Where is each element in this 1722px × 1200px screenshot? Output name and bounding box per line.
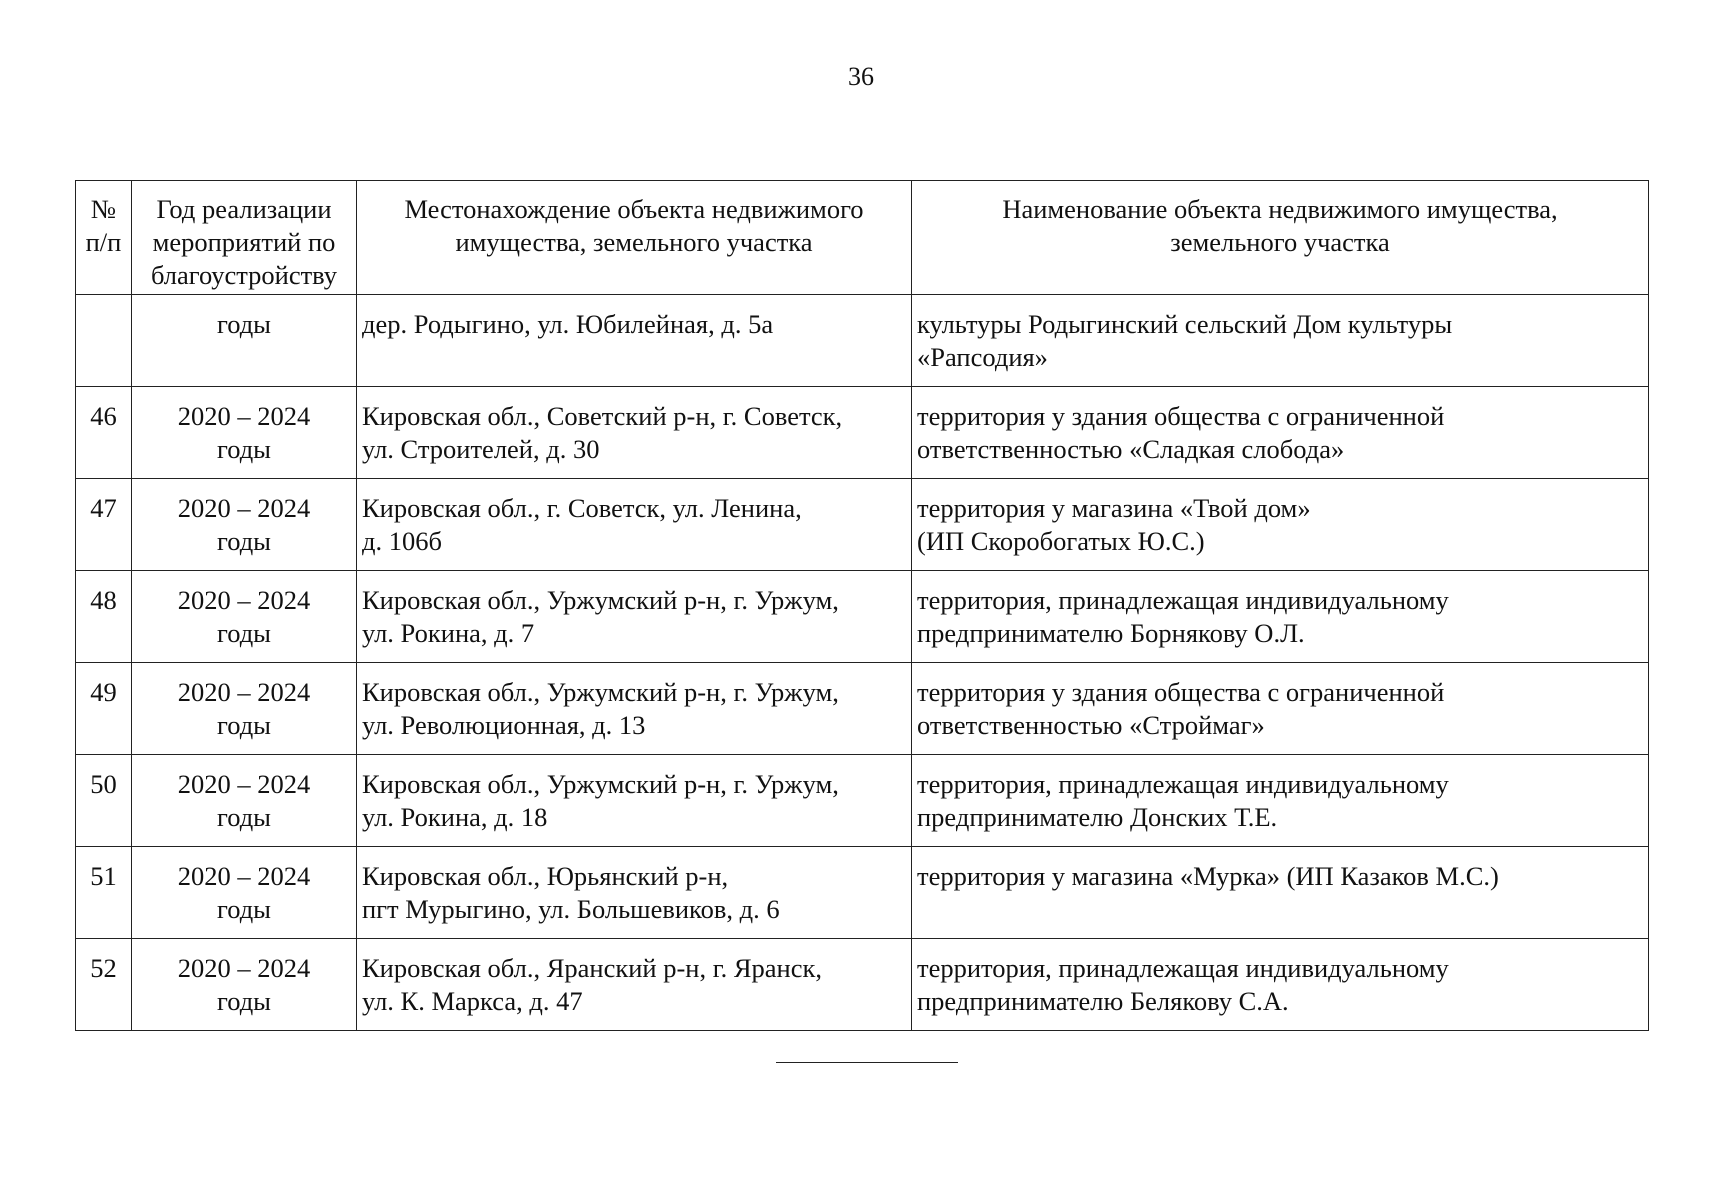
table-row: [76, 663, 1649, 755]
table-body: [76, 295, 1649, 1031]
table-row: [76, 755, 1649, 847]
row-address-line: Кировская обл., Яранский р-н, г. Яранск,: [362, 953, 822, 983]
row-address-line: ул. К. Маркса, д. 47: [362, 986, 583, 1016]
row-object-name: [912, 479, 1649, 571]
row-address-line: ул. Строителей, д. 30: [362, 434, 600, 464]
row-address-line: ул. Рокина, д. 7: [362, 618, 535, 648]
row-address-line: Кировская обл., г. Советск, ул. Ленина,: [362, 493, 802, 523]
row-object-name: [912, 387, 1649, 479]
row-object-name: [912, 571, 1649, 663]
header-object-name: Наименование объекта недвижимого имущества, земельного участка: [912, 181, 1649, 295]
row-address-line: д. 106б: [362, 526, 442, 556]
table-row: [76, 387, 1649, 479]
row-address: [357, 571, 912, 663]
row-address: [357, 847, 912, 939]
row-address: [357, 755, 912, 847]
table-row: [76, 479, 1649, 571]
row-number: [76, 295, 132, 387]
row-address-line: Кировская обл., Уржумский р-н, г. Уржум,: [362, 585, 839, 615]
table-row: [76, 295, 1649, 387]
row-address: [357, 387, 912, 479]
row-year-line: 2020 – 2024: [177, 585, 311, 615]
row-year-line: 2020 – 2024: [177, 401, 311, 431]
row-object-name-line: территория у здания общества с ограниченной: [917, 401, 1445, 431]
row-year-line: 2020 – 2024: [177, 677, 311, 707]
row-year-line: годы: [217, 894, 271, 924]
header-location: Местонахождение объекта недвижимого имущества, земельного участка: [357, 181, 912, 295]
row-object-name: [912, 939, 1649, 1031]
row-year-line: годы: [217, 618, 271, 648]
table-header-row: [76, 181, 1649, 295]
row-year-line: годы: [217, 710, 271, 740]
row-address-line: дер. Родыгино, ул. Юбилейная, д. 5а: [362, 309, 774, 339]
row-year: [132, 295, 357, 387]
row-year-line: годы: [217, 802, 271, 832]
row-year-line: годы: [217, 526, 271, 556]
row-number: 46: [76, 387, 132, 479]
row-number: 48: [76, 571, 132, 663]
table-row: [76, 571, 1649, 663]
row-object-name-line: территория у здания общества с ограниченной: [917, 677, 1445, 707]
row-address-line: Кировская обл., Уржумский р-н, г. Уржум,: [362, 677, 839, 707]
row-address-line: Кировская обл., Юрьянский р-н,: [362, 861, 729, 891]
row-object-name-line: территория, принадлежащая индивидуальному: [917, 769, 1449, 799]
row-number: 51: [76, 847, 132, 939]
row-year: [132, 571, 357, 663]
page-number: 36: [848, 62, 874, 91]
row-year-line: 2020 – 2024: [177, 861, 311, 891]
row-object-name-line: территория, принадлежащая индивидуальному: [917, 953, 1449, 983]
row-object-name-line: предпринимателю Донских Т.Е.: [917, 802, 1278, 832]
row-number: 47: [76, 479, 132, 571]
row-year-line: 2020 – 2024: [177, 769, 311, 799]
row-address-line: ул. Революционная, д. 13: [362, 710, 646, 740]
row-year: [132, 387, 357, 479]
row-number: 50: [76, 755, 132, 847]
row-year-line: годы: [217, 309, 271, 339]
row-address: [357, 295, 912, 387]
row-number: 52: [76, 939, 132, 1031]
row-object-name-line: культуры Родыгинский сельский Дом культуры: [917, 309, 1453, 339]
row-year: [132, 479, 357, 571]
row-year: [132, 939, 357, 1031]
row-object-name: [912, 295, 1649, 387]
row-object-name-line: территория у магазина «Мурка» (ИП Казаков М.С.): [917, 861, 1499, 891]
row-address-line: ул. Рокина, д. 18: [362, 802, 548, 832]
row-object-name-line: ответственностью «Сладкая слобода»: [917, 434, 1345, 464]
table-row: [76, 847, 1649, 939]
row-year-line: 2020 – 2024: [177, 953, 311, 983]
row-year: [132, 663, 357, 755]
row-year-line: 2020 – 2024: [177, 493, 311, 523]
row-year: [132, 755, 357, 847]
header-year: Год реализации мероприятий по благоустройству: [132, 181, 357, 295]
row-address-line: Кировская обл., Уржумский р-н, г. Уржум,: [362, 769, 839, 799]
row-object-name-line: предпринимателю Борнякову О.Л.: [917, 618, 1305, 648]
end-separator-line: [776, 1062, 958, 1063]
row-address: [357, 479, 912, 571]
property-table: [75, 180, 1649, 1031]
row-object-name-line: территория у магазина «Твой дом»: [917, 493, 1311, 523]
row-year-line: годы: [217, 986, 271, 1016]
row-object-name-line: предпринимателю Белякову С.А.: [917, 986, 1289, 1016]
row-object-name-line: «Рапсодия»: [917, 342, 1048, 372]
row-object-name-line: территория, принадлежащая индивидуальному: [917, 585, 1449, 615]
row-object-name-line: (ИП Скоробогатых Ю.С.): [917, 526, 1205, 556]
table-row: [76, 939, 1649, 1031]
row-year: [132, 847, 357, 939]
row-object-name-line: ответственностью «Строймаг»: [917, 710, 1265, 740]
row-object-name: [912, 755, 1649, 847]
row-address-line: Кировская обл., Советский р-н, г. Советск,: [362, 401, 843, 431]
row-object-name: [912, 663, 1649, 755]
row-address-line: пгт Мурыгино, ул. Большевиков, д. 6: [362, 894, 780, 924]
header-number: № п/п: [76, 181, 132, 295]
row-address: [357, 939, 912, 1031]
row-address: [357, 663, 912, 755]
row-number: 49: [76, 663, 132, 755]
row-year-line: годы: [217, 434, 271, 464]
row-object-name: [912, 847, 1649, 939]
